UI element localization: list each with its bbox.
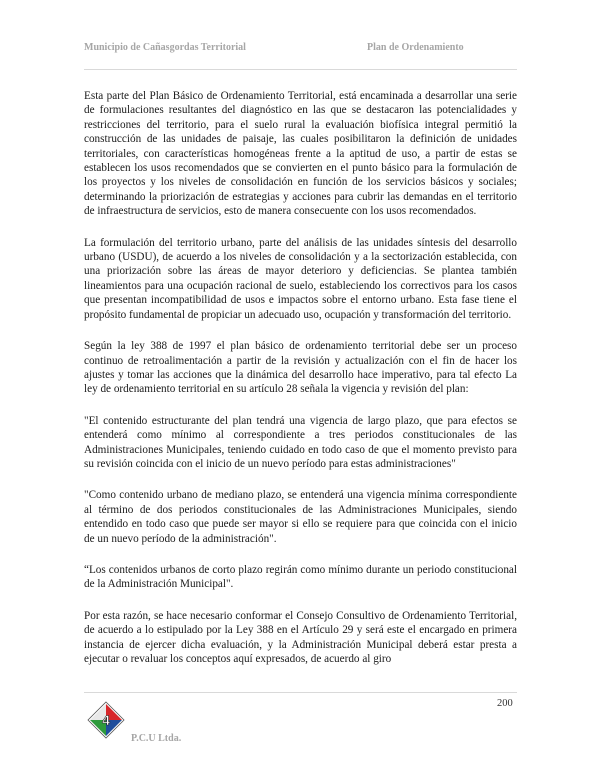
footer-divider	[84, 692, 517, 693]
page-number: 200	[497, 698, 513, 709]
quote-long-term: "El contenido estructurante del plan tendrá una vigencia de largo plazo, que para efectos se entenderá como mínimo al correspondiente a tres periodos constitucionales de las Administraciones Municipales, teniendo cuidado en todo caso de que el momento previsto para su revisión coincida con el inicio de un nuevo período para estas administraciones"	[84, 414, 517, 470]
quote-short-term: “Los contenidos urbanos de corto plazo regirán como mínimo durante un periodo constitucional de la Administración Municipal".	[84, 563, 517, 591]
document-body	[84, 89, 517, 683]
quote-medium-term: "Como contenido urbano de mediano plazo, se entenderá una vigencia mínima correspondiente al término de dos periodos constitucionales de las Administraciones Municipales, siendo entendido en todo caso que puede ser mayor si ello se requiere para que coincida con el inicio de un nuevo período de la administración".	[84, 489, 517, 545]
paragraph-1: Esta parte del Plan Básico de Ordenamiento Territorial, está encaminada a desarrollar una serie de formulaciones resultantes del diagnóstico en las que se destacaron las potencialidades y restricciones del territorio, para el suelo rural la evaluación biofísica integral permitió la construcción de las unidades de paisaje, las cuales posibilitaron la definición de unidades territoriales, con características homogéneas frente a la aptitud de uso, a partir de estas se establecen los usos recomendados que se convierten en el punto básico para la formulación de los proyectos y los niveles de consolidación en función de los servicios básicos y sociales; determinando la priorización de estrategias y acciones para cubrir las demandas en el territorio de infraestructura de servicios, esto de manera consecuente con los usos recomendados.	[84, 90, 517, 218]
company-logo	[86, 700, 126, 740]
header-plan-title: Plan de Ordenamiento	[367, 42, 464, 53]
logo-number: 4	[102, 712, 110, 728]
paragraph-7: Por esta razón, se hace necesario conformar el Consejo Consultivo de Ordenamiento Territorial, de acuerdo a lo estipulado por la Ley 388 en el Artículo 29 y será este el encargado en primera instancia de ejercer dicha evaluación, y la Administración Municipal deberá estar presta a ejecutar o revaluar los conceptos aquí expresados, de acuerdo al giro	[84, 609, 517, 665]
paragraph-3: Según la ley 388 de 1997 el plan básico de ordenamiento territorial debe ser un proceso continuo de retroalimentación a partir de la revisión y actualización con el fin de hacer los ajustes y tomar las acciones que la dinámica del desarrollo hace imperativo, para tal efecto La ley de ordenamiento territorial en su artículo 28 señala la vigencia y revisión del plan:	[84, 340, 517, 396]
header-municipality: Municipio de Cañasgordas Territorial	[84, 42, 246, 53]
header-divider	[84, 69, 517, 70]
paragraph-2: La formulación del territorio urbano, parte del análisis de las unidades síntesis del desarrollo urbano (USDU), de acuerdo a los niveles de consolidación y a la sectorización establecida, con una priorización sobre las áreas de mayor deterioro y deficiencias. Se plantea también lineamientos para una ocupación racional de suelo, estableciendo los correctivos para los casos que presentan incompatibilidad de usos e impactos sobre el entorno urbano. Esta fase tiene el propósito fundamental de propiciar un adecuado uso, ocupación y transformación del territorio.	[84, 236, 517, 321]
company-name: P.C.U Ltda.	[131, 733, 182, 744]
